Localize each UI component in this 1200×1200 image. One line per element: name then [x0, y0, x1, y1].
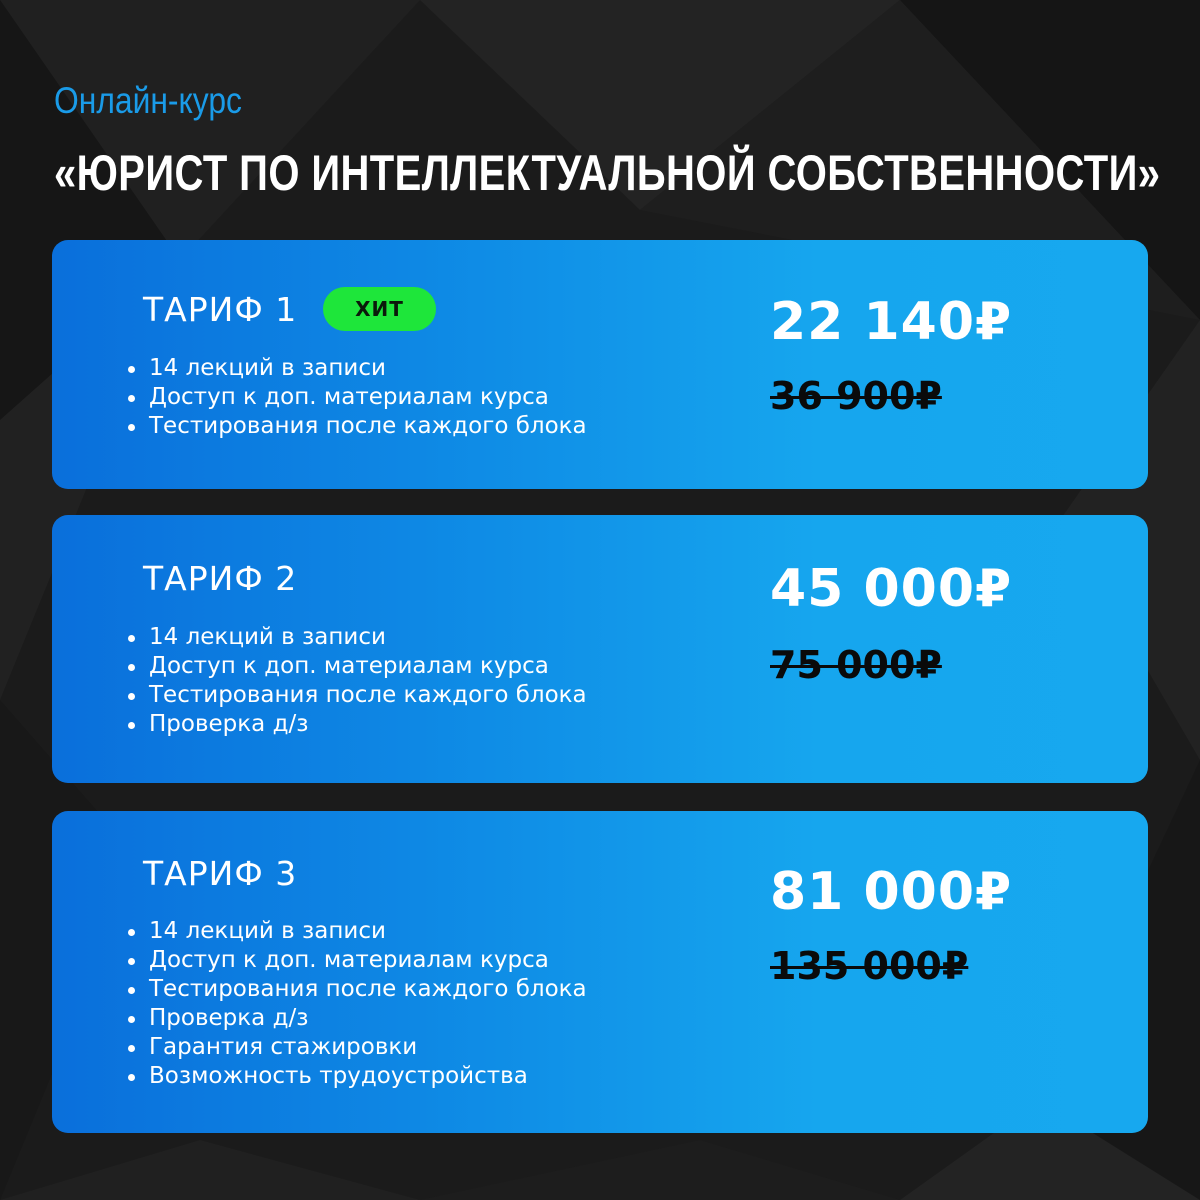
bullet-icon: [128, 1074, 135, 1081]
feature-text: Проверка д/з: [149, 711, 309, 737]
feature-list: [126, 623, 587, 739]
old-price: 135 000₽: [770, 944, 969, 988]
bullet-icon: [128, 366, 135, 373]
tariff-card-1[interactable]: [52, 240, 1148, 489]
course-subtitle: Онлайн-курс: [54, 80, 242, 121]
feature-text: Доступ к доп. материалам курса: [149, 384, 549, 410]
list-item: [126, 1004, 587, 1033]
list-item: [126, 1033, 587, 1062]
hit-badge: ХИТ: [323, 287, 436, 331]
bullet-icon: [128, 395, 135, 402]
feature-text: Возможность трудоустройства: [149, 1063, 528, 1089]
current-price: 22 140₽: [770, 292, 1013, 352]
list-item: [126, 1062, 587, 1091]
bullet-icon: [128, 424, 135, 431]
list-item: [126, 710, 587, 739]
bullet-icon: [128, 693, 135, 700]
tariff-card-2[interactable]: [52, 515, 1148, 783]
list-item: [126, 354, 587, 383]
tariff-title: ТАРИФ 2: [143, 559, 298, 598]
list-item: [126, 917, 587, 946]
current-price: 45 000₽: [770, 559, 1013, 619]
tariff-card-3[interactable]: [52, 811, 1148, 1133]
list-item: [126, 975, 587, 1004]
feature-list: [126, 917, 587, 1091]
feature-text: Проверка д/з: [149, 1005, 309, 1031]
list-item: [126, 412, 587, 441]
bullet-icon: [128, 958, 135, 965]
course-title: «ЮРИСТ ПО ИНТЕЛЛЕКТУАЛЬНОЙ СОБСТВЕННОСТИ»: [54, 145, 1161, 201]
feature-text: Тестирования после каждого блока: [149, 413, 587, 439]
old-price: 36 900₽: [770, 374, 942, 418]
bullet-icon: [128, 722, 135, 729]
feature-list: [126, 354, 587, 441]
feature-text: Тестирования после каждого блока: [149, 976, 587, 1002]
feature-text: Гарантия стажировки: [149, 1034, 418, 1060]
feature-text: Тестирования после каждого блока: [149, 682, 587, 708]
feature-text: Доступ к доп. материалам курса: [149, 653, 549, 679]
bullet-icon: [128, 1016, 135, 1023]
feature-text: 14 лекций в записи: [149, 355, 386, 381]
bullet-icon: [128, 929, 135, 936]
list-item: [126, 946, 587, 975]
bullet-icon: [128, 987, 135, 994]
feature-text: Доступ к доп. материалам курса: [149, 947, 549, 973]
feature-text: 14 лекций в записи: [149, 918, 386, 944]
list-item: [126, 652, 587, 681]
list-item: [126, 383, 587, 412]
bullet-icon: [128, 664, 135, 671]
current-price: 81 000₽: [770, 862, 1013, 922]
bullet-icon: [128, 1045, 135, 1052]
list-item: [126, 623, 587, 652]
old-price: 75 000₽: [770, 643, 942, 687]
tariff-title: ТАРИФ 3: [143, 854, 298, 893]
bullet-icon: [128, 635, 135, 642]
list-item: [126, 681, 587, 710]
tariff-title: ТАРИФ 1: [143, 290, 298, 329]
feature-text: 14 лекций в записи: [149, 624, 386, 650]
